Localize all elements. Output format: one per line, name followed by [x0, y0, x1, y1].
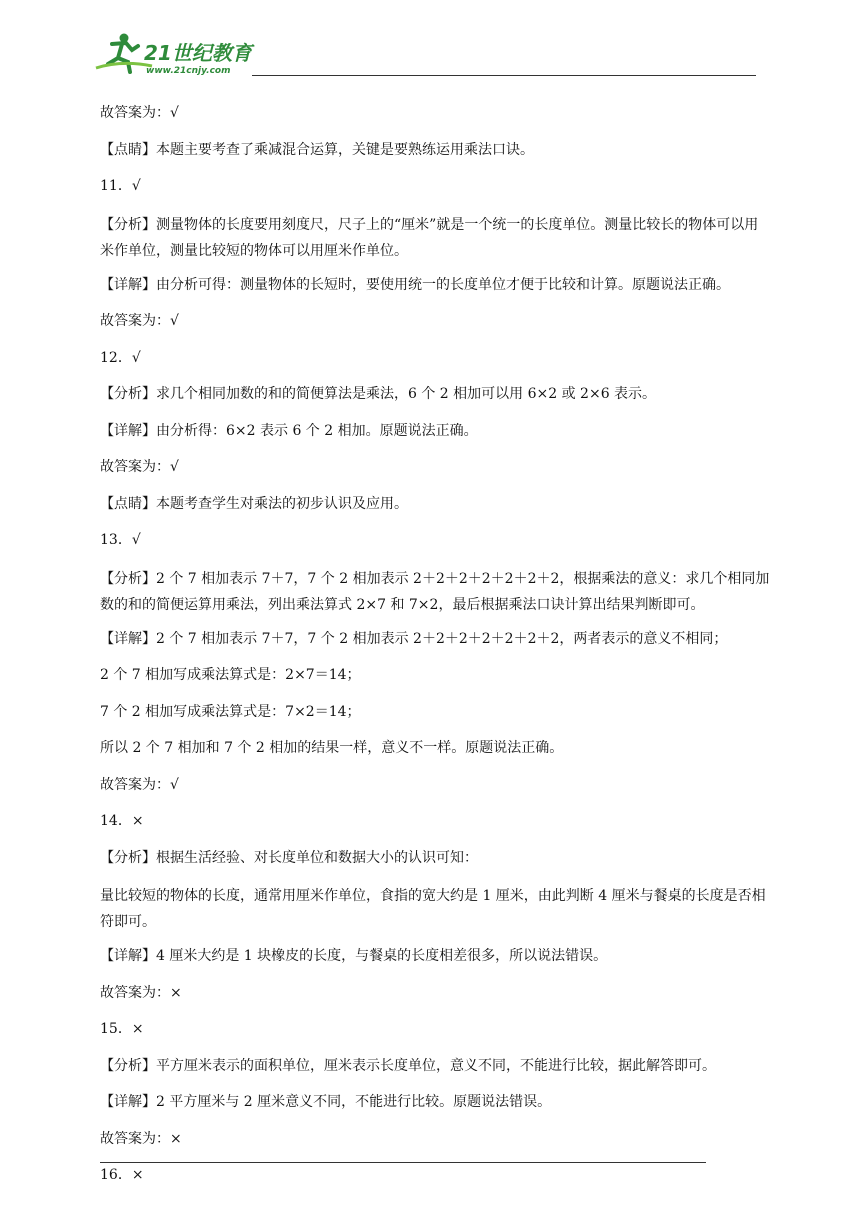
analysis-line: 【分析】根据生活经验、对长度单位和数据大小的认识可知：: [100, 849, 478, 866]
question-number: 11．√: [100, 178, 141, 194]
detail-line: 【详解】由分析可得：测量物体的长短时，要使用统一的长度单位才便于比较和计算。原题说法正确。: [100, 276, 730, 293]
question-number: 13．√: [100, 532, 141, 548]
footer-rule: [100, 1162, 706, 1163]
detail-line: 【详解】2 个 7 相加表示 7＋7，7 个 2 相加表示 2＋2＋2＋2＋2＋2＋2，两者表示的意义不相同；: [100, 630, 728, 647]
question-number: 15．×: [100, 1021, 144, 1037]
analysis-line: 【分析】平方厘米表示的面积单位，厘米表示长度单位，意义不同，不能进行比较，据此解答即可。: [100, 1057, 716, 1074]
detail-line: 【详解】由分析得：6×2 表示 6 个 2 相加。原题说法正确。: [100, 422, 478, 439]
answer-line: 故答案为：×: [100, 1130, 182, 1147]
answer-line: 故答案为：√: [100, 776, 179, 793]
answer-line: 故答案为：√: [100, 313, 179, 329]
answer-content: [100, 102, 770, 1201]
detail-line: 7 个 2 相加写成乘法算式是：7×2＝14；: [100, 703, 361, 720]
detail-line: 【详解】2 平方厘米与 2 厘米意义不同，不能进行比较。原题说法错误。: [100, 1094, 552, 1110]
analysis-line: 量比较短的物体的长度，通常用厘米作单位，食指的宽大约是 1 厘米，由此判断 4 厘米与餐桌的长度是否相符即可。: [100, 888, 766, 930]
question-number: 16．×: [100, 1167, 144, 1183]
answer-line: 故答案为：×: [100, 984, 182, 1001]
answer-line: 故答案为：√: [100, 105, 179, 121]
detail-line: 所以 2 个 7 相加和 7 个 2 相加的结果一样，意义不一样。原题说法正确。: [100, 740, 564, 756]
question-number: 14．×: [100, 813, 144, 829]
analysis-line: 【分析】2 个 7 相加表示 7＋7，7 个 2 相加表示 2＋2＋2＋2＋2＋2＋2，根据乘法的意义：求几个相同加数的和的简便运算用乘法，列出乘法算式 2×7 和 7×2，最后根据乘法口诀计算出结果判断即可。: [100, 570, 770, 613]
logo-title: 21世纪教育: [144, 41, 252, 65]
analysis-line: 【分析】求几个相同加数的和的简便算法是乘法，6 个 2 相加可以用 6×2 或 2×6 表示。: [100, 386, 657, 402]
comment-line: 【点睛】本题主要考查了乘减混合运算，关键是要熟练运用乘法口诀。: [100, 141, 534, 158]
page-header: [92, 30, 756, 78]
logo-url: www.21cnjy.com: [146, 66, 231, 76]
header-rule: [252, 75, 756, 76]
analysis-line: 【分析】测量物体的长度要用刻度尺，尺子上的“厘米”就是一个统一的长度单位。测量比较长的物体可以用米作单位，测量比较短的物体可以用厘米作单位。: [100, 216, 759, 259]
21cnjy-logo: [92, 30, 262, 76]
question-number: 12．√: [100, 349, 141, 366]
detail-line: 【详解】4 厘米大约是 1 块橡皮的长度，与餐桌的长度相差很多，所以说法错误。: [100, 948, 608, 964]
answer-line: 故答案为：√: [100, 459, 179, 475]
comment-line: 【点睛】本题考查学生对乘法的初步认识及应用。: [100, 495, 408, 512]
detail-line: 2 个 7 相加写成乘法算式是：2×7＝14；: [100, 667, 361, 683]
